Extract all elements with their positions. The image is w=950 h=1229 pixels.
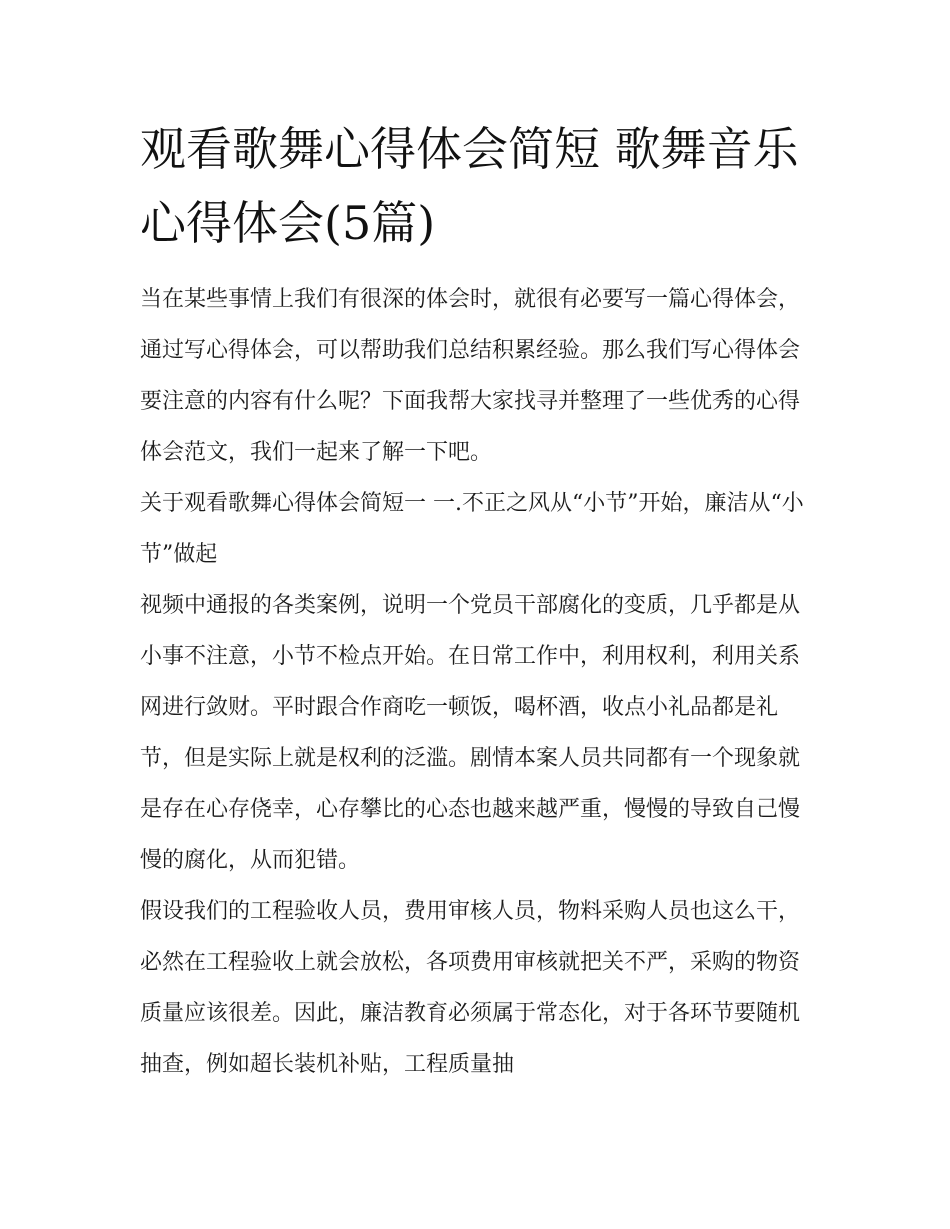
- paragraph-cases: 视频中通报的各类案例，说明一个党员干部腐化的变质，几乎都是从小事不注意，小节不检点开始。在日常工作中，利用权利，利用关系网进行敛财。平时跟合作商吃一顿饭，喝杯酒，收点小礼品都是礼节，但是实际上就是权利的泛滥。剧情本案人员共同都有一个现象就是存在心存侥幸，心存攀比的心态也越来越严重，慢慢的导致自己慢慢的腐化，从而犯错。: [140, 593, 801, 873]
- document-body: [140, 112, 816, 1090]
- document-title: 观看歌舞心得体会简短 歌舞音乐心得体会(5篇): [140, 122, 799, 250]
- paragraph-hypothesis: 假设我们的工程验收人员，费用审核人员，物料采购人员也这么干，必然在工程验收上就会放松，各项费用审核就把关不严，采购的物资质量应该很差。因此，廉洁教育必须属于常态化，对于各环节要随机抽查，例如超长装机补贴，工程质量抽: [140, 899, 801, 1077]
- paragraph-section-heading: 关于观看歌舞心得体会简短一 一.不正之风从“小节”开始，廉洁从“小节”做起: [140, 491, 804, 567]
- paragraph-intro: 当在某些事情上我们有很深的体会时，就很有必要写一篇心得体会，通过写心得体会，可以帮助我们总结积累经验。那么我们写心得体会要注意的内容有什么呢？下面我帮大家找寻并整理了一些优秀的心得体会范文，我们一起来了解一下吧。: [140, 287, 801, 465]
